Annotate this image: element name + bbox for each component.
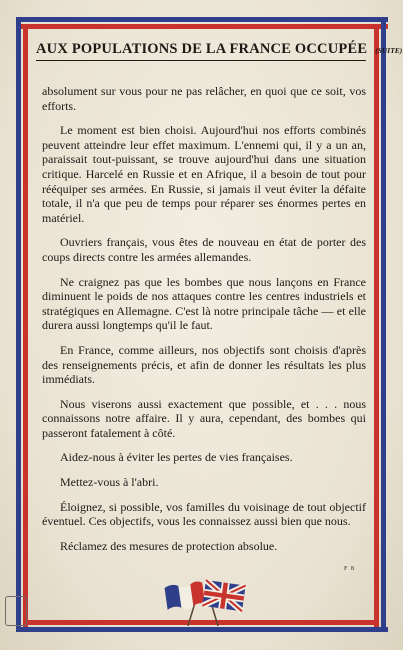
border-red-right — [374, 24, 379, 632]
paragraph: Ouvriers français, vous êtes de nouveau en état de porter des coups directs contre les armées allemandes. — [42, 235, 366, 264]
border-blue-left — [16, 17, 21, 632]
border-red-top — [16, 24, 388, 29]
french-flag-icon — [164, 581, 205, 626]
border-blue-right — [381, 17, 386, 632]
crossed-flags — [160, 578, 250, 628]
page-title: AUX POPULATIONS DE LA FRANCE OCCUPÉE — [36, 41, 368, 57]
paragraph: Ne craignez pas que les bombes que nous lançons en France diminuent le poids de nos attaques contre les centres industriels et stratégiques en Allemagne. C'est là notre principale tâche — et elle durera aussi longtemps qu'il le faut. — [42, 274, 366, 333]
page-title-suffix: (SUITE) — [375, 46, 403, 55]
paragraph: Le moment est bien choisi. Aujourd'hui nos efforts combinés peuvent atteindre leur effet maximum. L'ennemi qui, il y a un an, paraissait tout-puissant, se trouve aujourd'hui dans une situation critique. Harcelé en Russie et en Afrique, il a besoin de tout pour rééquiper ses armées. En Russie, si jamais il veut éviter la défaite totale, il n'a que peu de temps pour réparer ses énormes pertes en matériel. — [42, 123, 366, 225]
body-text — [42, 84, 366, 563]
union-jack-icon — [202, 580, 245, 626]
border-red-left — [23, 24, 28, 632]
paragraph: En France, comme ailleurs, nos objectifs sont choisis d'après des renseignements précis, et afin de donner les résultats les plus immédiats. — [42, 342, 366, 387]
paragraph: Nous viserons aussi exactement que possible, et . . . nous connaissons notre affaire. Il y aura, cependant, des bombes qui passeront fatalement à côté. — [42, 396, 366, 440]
paragraph: Éloignez, si possible, vos familles du voisinage de tout objectif éventuel. Ces objectifs, vous les connaissez aussi bien que nous. — [42, 499, 366, 529]
page-header — [36, 40, 403, 61]
paragraph: Réclamez des mesures de protection absolue. — [60, 538, 278, 553]
leaflet-code: F 8 — [344, 566, 355, 572]
paragraph: Aidez-nous à éviter les pertes de vies françaises. — [60, 450, 293, 465]
archive-stamp — [5, 596, 27, 626]
paragraph: absolument sur vous pour ne pas relâcher, en quoi que ce soit, vos efforts. — [42, 84, 366, 113]
paragraph: Mettez-vous à l'abri. — [60, 475, 159, 490]
border-blue-top — [16, 17, 388, 22]
